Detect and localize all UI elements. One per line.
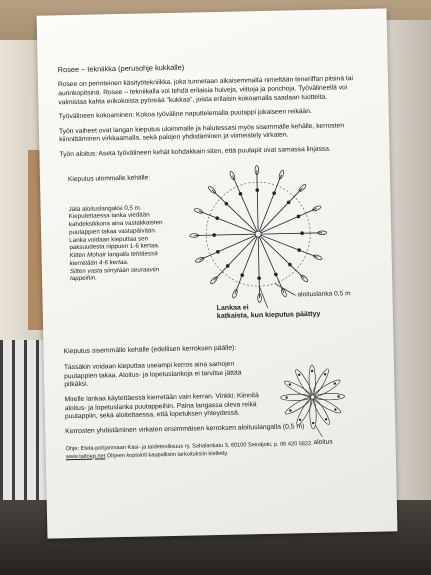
start-thread — [275, 283, 295, 295]
instruction-sheet — [37, 8, 398, 538]
footer-address: Ohje: Etelä-pohjanmaan Käsi- ja taideteollisuus ry, Sahalankatu 3, 60100 Seinäjoki, p. 06 420 5822. — [65, 441, 313, 453]
steps-paragraph: Työn vaiheet ovat langan kieputus uloimmalle ja halutessasi myös sisemmälle kehälle, kerrosten kiinnittäminen virkkaamalla, sekä palojen yhdistäminen ja viimeistely virkaten. — [58, 122, 345, 144]
peg-dot — [297, 214, 301, 218]
peg-dot — [240, 273, 244, 277]
outer-ring-section — [60, 159, 382, 344]
peg-loop — [312, 204, 322, 211]
peg-dot — [255, 188, 259, 192]
website-link[interactable]: www.taitoep.net — [65, 453, 106, 460]
peg-dot — [300, 231, 304, 235]
step-line: Jätä aloituslangaksi 0,5 m. — [68, 204, 142, 213]
peg-dot — [216, 249, 220, 253]
peg-loop — [232, 288, 239, 298]
sheet-content — [58, 59, 384, 461]
peg-dot — [289, 383, 291, 385]
peg-dot — [337, 395, 339, 397]
petal — [283, 379, 312, 399]
peg-dot — [324, 373, 326, 375]
footer-copyright: Ohjeen kopiointi kaupallisiin tarkoituksiin kielletty. — [105, 450, 229, 460]
peg-dot — [239, 192, 243, 196]
no-cut-note — [217, 302, 321, 322]
petal — [311, 368, 331, 397]
start-thread-label: aloituslanka 0,5 m — [297, 289, 351, 298]
peg-dot — [215, 216, 219, 220]
peg-dot — [312, 422, 314, 424]
joining-line: Kerrosten yhdistäminen virkaten ensimmäisen kerroksen aloituslangalla (0,5 m) — [65, 422, 305, 435]
petal — [281, 394, 311, 401]
start-label: aloitus — [313, 438, 333, 447]
inner-ring-heading: Kieputus sisemmälle kehälle (edellisen kerroksen päälle): — [63, 344, 237, 355]
petal — [311, 397, 332, 426]
step-line: Sitten vasta siirrytään seuraaviin tappeihin. — [69, 265, 160, 283]
start-paragraph: Työn aloitus: Aseta työvälineen kehät kohdakkain siten, että puutapit ovat samassa linjassa. — [59, 145, 331, 159]
peg-dot — [311, 370, 313, 372]
petal — [309, 399, 316, 429]
petal — [309, 365, 316, 395]
peg-dot — [299, 419, 301, 421]
step-line: Kieputettaessa lanka viedään kahdeksikkona aina vastakkaisten puutappien takaa vastapäivään. — [68, 211, 163, 236]
peg-dot — [212, 233, 216, 237]
peg-loop — [280, 287, 287, 297]
tip-paragraph: Mirelle lankaa käytettäessä kierretään vain kerran. Vinkki: Kiinnitä aloitus- ja lopetuslanka puutappeihin. Paina langassa oleva reikä puutappiin, sekä aloitettaessa, että lopetuksen yhteydessä. — [64, 392, 259, 421]
footer — [66, 440, 384, 461]
petal — [313, 378, 342, 399]
peg-dot — [274, 272, 278, 276]
peg-dot — [325, 418, 327, 420]
note-line: Lankaa ei — [216, 303, 249, 312]
inner-ring-paragraph: Tässäkin voidaan kieputtaa useampi kerros aina samojen puutappien takaa. Aloitus- ja lopetuslankoja ei tarvitse jättää pitkäksi. — [63, 360, 242, 389]
petal — [315, 393, 345, 400]
step-line: Lanka voidaan kieputtaa sen paksuudesta riippuen 1-6 kertaa. — [69, 234, 160, 252]
peg-dot — [257, 276, 261, 280]
step-line: Kitten Mohair langalla tehtäessä kierretään 4-6 kertaa. — [69, 250, 158, 267]
note-line: katkaista, kun kieputus päättyy — [216, 311, 321, 321]
peg-dot — [289, 409, 291, 411]
doc-title: Rosee – tekniikka (perusohje kukkalle) — [57, 62, 185, 75]
peg-dot — [272, 191, 276, 195]
center-ring — [255, 231, 261, 237]
petal — [293, 368, 314, 397]
peg-dot — [334, 383, 336, 385]
petal — [294, 397, 314, 426]
petal-loops — [280, 365, 345, 430]
peg-dot — [285, 397, 287, 399]
intro-paragraph: Rosee on perinteinen käsityötekniikka, joka tunnetaan aikaisemmalta nimeltään teneriffan pitsinä tai aurinkopitsinä. Rosee – tekniikalla voi tehdä erilaisia huiveja, viittoja ja ponchoja. Työvälineellä voi valmistaa kahta erikokoista pyöreää "kukkaa", joista erilaisin kokoamalla saadaan tuotteita. — [57, 75, 354, 106]
outer-ring-steps — [69, 203, 179, 283]
start-thread — [315, 425, 323, 438]
peg-dot — [297, 248, 301, 252]
inner-ring-diagram — [272, 356, 354, 438]
peg-dot — [334, 409, 336, 411]
petal — [284, 396, 313, 417]
peg-loop — [313, 254, 323, 261]
outer-ring-heading: Kieputus ulommalle kehälle: — [67, 173, 151, 183]
peg-dots — [211, 187, 304, 280]
peg-loop — [207, 185, 216, 194]
petal — [313, 395, 342, 415]
assembly-paragraph: Työvälineen kokoaminen: Kokoa työväline naputtelemalla puutappi jokaiseen reikään. — [58, 108, 312, 121]
peg-dot — [298, 374, 300, 376]
